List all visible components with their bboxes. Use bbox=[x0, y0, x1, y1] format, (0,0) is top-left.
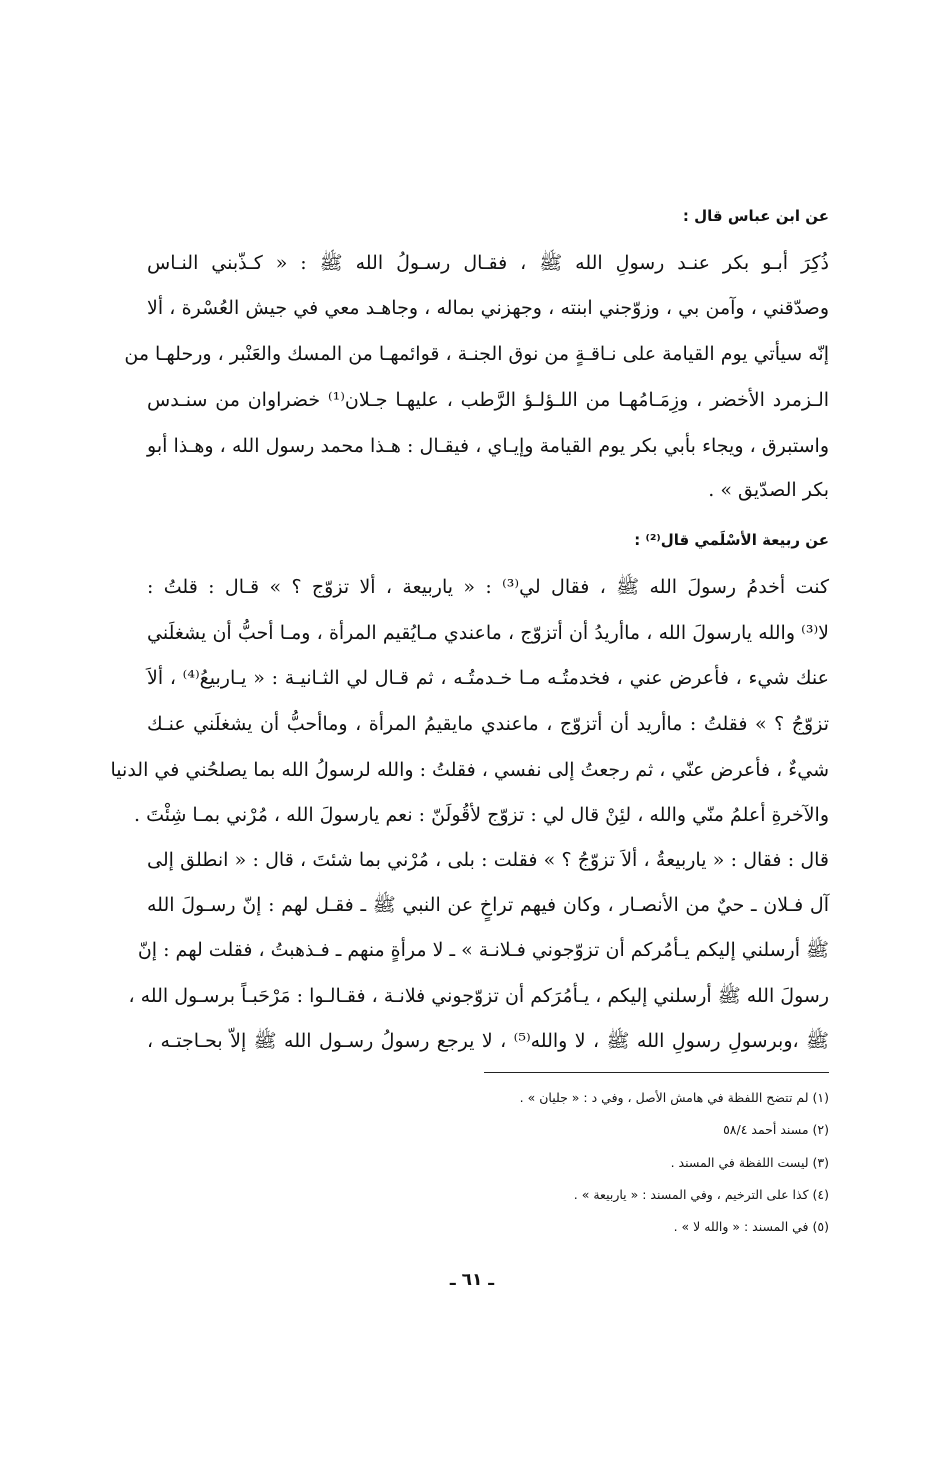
text-line: عنك شيء ، فأعرض عني ، فخدمتُـه مـا خـدمتُـه ، ثم قـال لي الثـانيـة : « يـاربيعُ⁽⁴⁾ ، ألاَ bbox=[147, 667, 829, 689]
text-line: لا⁽³⁾ والله يارسولَ الله ، ماأريدُ أن أتزوّج ، ماعندي مـايُقيم المرأة ، ومـا أحبُّ أن يشغلَني bbox=[147, 622, 829, 644]
footnote: (٢) مسند أحمد ٥٨/٤ bbox=[723, 1122, 829, 1137]
text-line: بكر الصدّيق » . bbox=[708, 479, 829, 501]
text-line: ﷺ أرسلني إليكم يـأمُركم أن تزوّجوني فـلانـة » ـ لا مرأةٍ منهم ـ فـذهبتُ ، فقلت لهم : إنّ bbox=[137, 939, 829, 961]
text-line: والآخرةِ أعلمُ منّي والله ، لئِنْ قال لي : تزوّج لأقُولَنّ : نعم يارسولَ الله ، مُرْني بمـا شِئْتَ . bbox=[134, 804, 829, 826]
text-line: ﷺ ،وبرسولِ رسولِ الله ﷺ ، لا والله⁽⁵⁾ ، لا يرجع رسولُ رسـول الله ﷺ إلاّ بحـاجتـه ، bbox=[147, 1030, 829, 1052]
text-line: وصدّقني ، وآمن بي ، وزوّجني ابنته ، وجهزني بماله ، وجاهـد معي في جيش العُسْرة ، ألا bbox=[147, 297, 829, 319]
section-heading-rabia: عن ربيعة الأسْلَمي قال⁽²⁾ : bbox=[634, 531, 829, 549]
footnote-divider bbox=[484, 1072, 829, 1073]
text-line: شيءٌ ، فأعرض عنّي ، ثم رجعتُ إلى نفسي ، فقلتُ : والله لرسولُ الله بما يصلحُني في الدنيا bbox=[110, 759, 829, 781]
text-line: ذُكِرَ أبـو بكر عنـد رسولِ الله ﷺ ، فقـال رسـولُ الله ﷺ : « كـذّبني النـاس bbox=[147, 252, 829, 274]
text-line: تزوّجُ ؟ » فقلتُ : ماأريد أن أتزوّج ، ماعندي مايقيمُ المرأة ، وماأحبُّ أن يشغلَني عنـك bbox=[147, 713, 829, 735]
text-line: رسولَ الله ﷺ أرسلني إليكم ، يـأمُرَكم أن تزوّجوني فلانـة ، فقـالـوا : مَرْحَبـاً برسـول الله ، bbox=[128, 985, 829, 1007]
text-line: آل فـلان ـ حيٌ من الأنصـار ، وكان فيهم تراخٍ عن النبي ﷺ ـ فقـل لهم : إنّ رسـولَ الله bbox=[147, 894, 829, 916]
text-line: قال : فقال : « ياربيعةُ ، ألاَ تزوّجُ ؟ » فقلت : بلى ، مُرْني بما شئتَ ، قال : « انطلق إلى bbox=[147, 849, 829, 871]
footnote: (٣) ليست اللفظة في المسند . bbox=[670, 1155, 829, 1170]
footnote: (٤) كذا على الترخيم ، وفي المسند : « ياربيعة » . bbox=[573, 1187, 829, 1202]
footnote: (٥) في المسند : « والله لا » . bbox=[673, 1219, 829, 1234]
text-line: إنّه سيأتي يوم القيامة على نـاقـةٍ من نوق الجنـة ، قوائمهـا من المسك والعَنْبر ، ورحلهـا من bbox=[124, 343, 829, 365]
text-line: الـزمرد الأخضر ، وزِمَـامُهـا من اللـؤلـؤ الرَّطب ، عليهـا جـلان⁽¹⁾ خضراوان من سنـدس bbox=[147, 389, 830, 411]
text-line: كنت أخدمُ رسولَ الله ﷺ ، فقال لي⁽³⁾ : « ياربيعة ، ألا تزوّج ؟ » قـال : قلتُ : bbox=[147, 576, 829, 598]
footnote: (١) لم تتضح اللفظة في هامش الأصل ، وفي د : « جليان » . bbox=[519, 1090, 829, 1105]
page-number: ـ ٦١ ـ bbox=[449, 1270, 495, 1290]
text-line: واستبرق ، ويجاء بأبي بكر يوم القيامة وإيـاي ، فيقـال : هـذا محمد رسول الله ، وهـذا أبو bbox=[147, 435, 829, 457]
section-heading-ibn-abbas: عن ابن عباس قال : bbox=[682, 207, 829, 225]
